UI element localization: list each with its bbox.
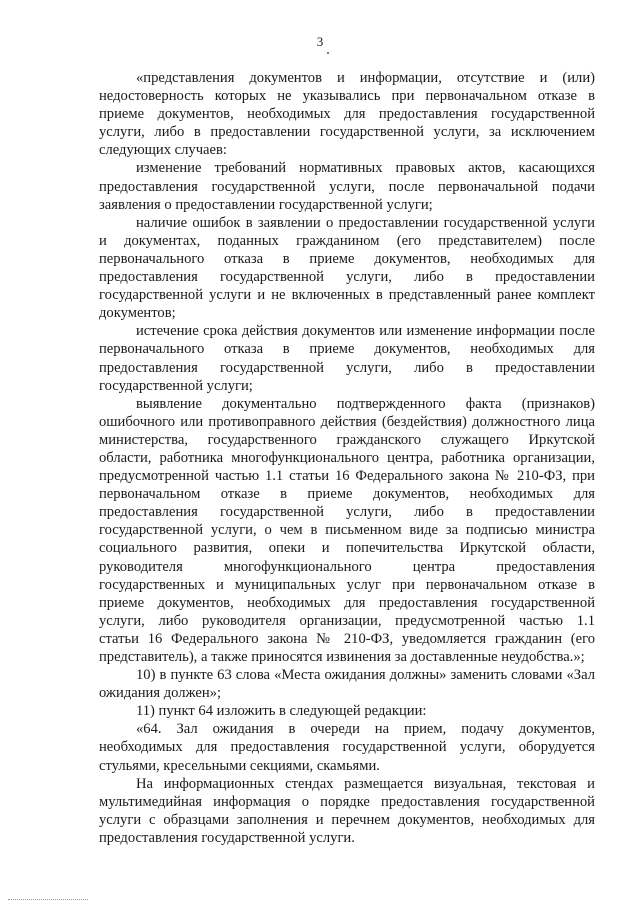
document-body	[99, 69, 595, 847]
text-line: государственной услуги;	[99, 377, 253, 394]
text-line: выявление документально подтвержденного факта (признаков)	[136, 395, 595, 412]
text-line: ожидания должен»;	[99, 685, 222, 702]
text-line: «64. Зал ожидания в очереди на прием, подачу документов,	[136, 721, 595, 738]
text-line: первоначальном отказе в приеме документов, необходимых для	[99, 486, 595, 503]
text-line: представитель), а также приносятся извинения за доставленные неудобства.»;	[99, 649, 585, 665]
text-line: государственной услуги и не включенных в представленный ранее комплект	[99, 287, 595, 304]
text-line: области, работника многофункционального центра, работника организации,	[99, 449, 595, 466]
text-line: 10) в пункте 63 слова «Места ожидания должны» заменить словами «Зал	[136, 667, 595, 684]
text-line: 11) пункт 64 изложить в следующей редакции:	[136, 703, 427, 720]
text-line: необходимых для предоставления государственной услуги, оборудуется	[99, 739, 595, 756]
text-line: приеме документов, необходимых для предоставления государственной	[99, 106, 595, 123]
text-line: истечение срока действия документов или изменение информации после	[136, 323, 595, 340]
text-line: предоставления государственной услуги, либо в предоставлении	[99, 504, 595, 521]
text-line: стульями, кресельными секциями, скамьями.	[99, 757, 380, 774]
text-line: ошибочного или противоправного действия (бездействия) должностного лица	[99, 413, 595, 430]
text-line: социального развития, опеки и попечительства Иркутской области,	[99, 540, 595, 557]
text-line: приеме документов, необходимых для предоставления государственной	[99, 594, 595, 611]
text-line: заявления о предоставлении государственной услуги;	[99, 196, 433, 213]
text-line: мультимедийная информация о порядке предоставления государственной	[99, 793, 595, 810]
text-line: предоставления государственной услуги, либо в предоставлении	[99, 269, 595, 286]
text-line: и документах, поданных гражданином (его представителем) после	[99, 232, 595, 249]
text-line: государственных и муниципальных услуг при первоначальном отказе в	[99, 576, 595, 593]
text-line: документов;	[99, 305, 176, 322]
text-line: наличие ошибок в заявлении о предоставлении государственной услуги	[136, 214, 595, 231]
text-line: предусмотренной частью 1.1 статьи 16 Федерального закона № 210-ФЗ, при	[99, 468, 595, 485]
text-line: первоначального отказа в приеме документов, необходимых для	[99, 250, 595, 267]
text-line: государственной услуги, о чем в письменном виде за подписью министра	[99, 522, 595, 539]
text-line: изменение требований нормативных правовых актов, касающихся	[136, 160, 595, 177]
text-line: предоставления государственной услуги, после первоначальной подачи	[99, 178, 595, 195]
text-line: руководителя многофункционального центра предоставления	[99, 558, 595, 575]
text-line: следующих случаев:	[99, 142, 227, 159]
text-line: услуги, либо руководителя организации, предусмотренной частью 1.1	[99, 612, 595, 629]
text-line: предоставления государственной услуги.	[99, 829, 355, 846]
text-line: министерства, государственного гражданского служащего Иркутской	[99, 431, 595, 448]
text-line: услуги, либо в предоставлении государственной услуги, за исключением	[99, 124, 595, 141]
text-line: предоставления государственной услуги, либо в предоставлении	[99, 359, 595, 376]
text-line: На информационных стендах размещается визуальная, текстовая и	[136, 775, 595, 792]
scan-dot	[327, 52, 329, 54]
text-line: «представления документов и информации, отсутствие и (или)	[136, 70, 595, 86]
bottom-rule	[8, 899, 88, 900]
text-line: услуги с образцами заполнения и перечнем документов, необходимых для	[99, 811, 595, 828]
text-line: первоначального отказа в приеме документов, необходимых для	[99, 341, 595, 358]
text-line: недостоверность которых не указывались при первоначальном отказе в	[99, 88, 595, 105]
page-number: 3	[316, 34, 324, 49]
text-line: статьи 16 Федерального закона № 210-ФЗ, уведомляется гражданин (его	[99, 630, 595, 647]
